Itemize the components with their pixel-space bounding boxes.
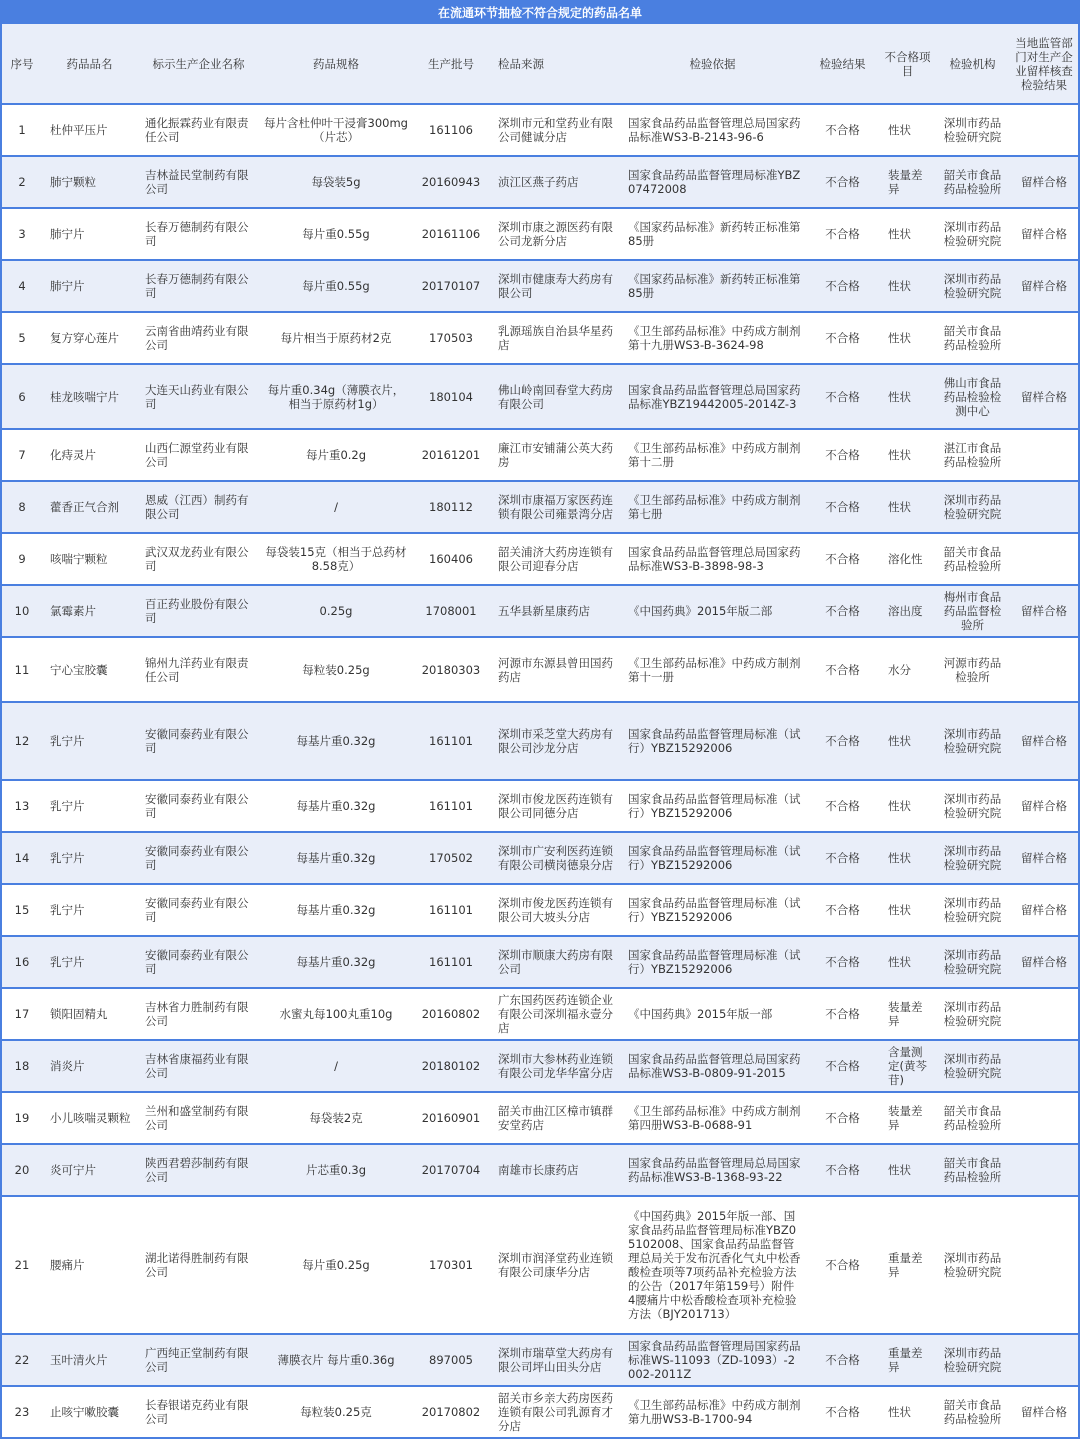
cell-failed-item: 性状	[888, 851, 911, 865]
cell-spec: 每基片重0.32g	[296, 903, 376, 917]
cell-manufacturer: 恩威（江西）制药有限公司	[145, 493, 249, 521]
cell-no: 3	[18, 227, 26, 241]
cell-batch: 170301	[429, 1258, 473, 1272]
cell-failed-item: 性状	[888, 331, 911, 345]
table-row	[2, 936, 1078, 988]
cell-drug-name: 玉叶清火片	[50, 1353, 108, 1367]
cell-result: 不合格	[825, 500, 860, 514]
cell-failed-item: 装量差异	[888, 1104, 923, 1132]
cell-failed-item: 性状	[888, 227, 911, 241]
cell-batch: 1708001	[425, 604, 477, 618]
cell-drug-name: 氯霉素片	[50, 604, 96, 618]
cell-spec: 每片重0.2g	[305, 448, 367, 462]
cell-lab: 深圳市药品检验研究院	[943, 116, 1002, 144]
cell-batch: 161101	[429, 734, 473, 748]
cell-basis: 国家食品药品监督管理局标准（试行）YBZ15292006	[628, 844, 801, 872]
cell-recheck: 留样合格	[1021, 851, 1067, 865]
cell-result: 不合格	[825, 331, 860, 345]
cell-no: 21	[14, 1258, 30, 1272]
cell-recheck: 留样合格	[1021, 903, 1067, 917]
drug-table	[2, 24, 1078, 1439]
cell-drug-name: 化痔灵片	[50, 448, 96, 462]
cell-failed-item: 性状	[888, 903, 911, 917]
table-row	[2, 208, 1078, 260]
cell-failed-item: 性状	[888, 799, 911, 813]
cell-drug-name: 乳宁片	[50, 734, 85, 748]
cell-recheck	[1010, 1334, 1078, 1386]
cell-spec: 水蜜丸每100丸重10g	[279, 1007, 393, 1021]
cell-source: 深圳市润泽堂药业连锁有限公司康华分店	[498, 1251, 613, 1279]
cell-result: 不合格	[825, 1353, 860, 1367]
cell-manufacturer: 安徽同泰药业有限公司	[145, 792, 249, 820]
table-row	[2, 312, 1078, 364]
cell-source: 深圳市大参林药业连锁有限公司龙华华富分店	[498, 1052, 613, 1080]
table-row	[2, 832, 1078, 884]
cell-result: 不合格	[825, 227, 860, 241]
table-row	[2, 1144, 1078, 1196]
cell-recheck: 留样合格	[1021, 734, 1067, 748]
cell-recheck: 留样合格	[1021, 227, 1067, 241]
cell-result: 不合格	[825, 389, 860, 404]
cell-recheck: 留样合格	[1021, 604, 1067, 618]
cell-manufacturer: 锦州九洋药业有限责任公司	[145, 655, 249, 684]
cell-manufacturer: 吉林益民堂制药有限公司	[145, 168, 249, 196]
cell-batch: 180104	[429, 389, 473, 404]
cell-basis: 国家食品药品监督管理局标准（试行）YBZ15292006	[628, 896, 801, 924]
cell-manufacturer: 长春万德制药有限公司	[145, 272, 249, 300]
cell-basis: 国家食品药品监督管理总局国家药品标准WS3-B-3898-98-3	[628, 545, 801, 573]
table-row	[2, 637, 1078, 702]
table-row	[2, 260, 1078, 312]
cell-drug-name: 肺宁片	[50, 227, 85, 241]
cell-no: 9	[18, 552, 26, 566]
cell-basis: 《中国药典》2015年版一部	[628, 1007, 773, 1021]
table-row	[2, 429, 1078, 481]
table-row	[2, 533, 1078, 585]
cell-basis: 《卫生部药品标准》中药成方制剂第四册WS3-B-0688-91	[628, 1104, 801, 1132]
table-row	[2, 156, 1078, 208]
cell-basis: 国家食品药品监督管理局标准（试行）YBZ15292006	[628, 727, 801, 755]
cell-no: 5	[18, 331, 26, 345]
cell-source: 深圳市采芝堂大药房有限公司沙龙分店	[498, 727, 613, 755]
cell-drug-name: 宁心宝胶囊	[50, 662, 108, 677]
cell-recheck	[1010, 1092, 1078, 1144]
cell-drug-name: 止咳宁嗽胶囊	[50, 1405, 119, 1419]
cell-source: 广东国药医药连锁企业有限公司深圳福永壹分店	[498, 993, 613, 1035]
cell-manufacturer: 吉林省康福药业有限公司	[145, 1052, 249, 1080]
cell-result: 不合格	[825, 1163, 860, 1177]
cell-failed-item: 水分	[888, 662, 911, 677]
cell-drug-name: 锁阳固精丸	[50, 1007, 108, 1021]
cell-batch: 897005	[429, 1353, 473, 1367]
cell-batch: 180112	[429, 500, 473, 514]
cell-lab: 佛山市食品药品检验检测中心	[943, 375, 1002, 418]
header-lab: 检验机构	[935, 24, 1010, 104]
cell-failed-item: 含量测定(黄芩苷)	[888, 1045, 927, 1087]
cell-batch: 161101	[429, 955, 473, 969]
cell-drug-name: 消炎片	[50, 1059, 85, 1073]
cell-source: 深圳市康福万家医药连锁有限公司雍景湾分店	[498, 493, 613, 521]
cell-basis: 《卫生部药品标准》中药成方制剂第七册	[628, 493, 801, 521]
cell-basis: 《卫生部药品标准》中药成方制剂第十九册WS3-B-3624-98	[628, 324, 801, 352]
cell-no: 14	[14, 851, 30, 865]
cell-no: 23	[14, 1405, 30, 1419]
table-row	[2, 585, 1078, 637]
cell-recheck: 留样合格	[1021, 799, 1067, 813]
cell-source: 深圳市广安利医药连锁有限公司横岗德泉分店	[498, 844, 613, 872]
cell-source: 深圳市元和堂药业有限公司健诚分店	[498, 116, 613, 144]
cell-source: 浈江区燕子药店	[498, 175, 579, 189]
cell-drug-name: 肺宁颗粒	[50, 175, 96, 189]
cell-lab: 深圳市药品检验研究院	[943, 493, 1002, 521]
cell-batch: 20161106	[421, 227, 481, 241]
cell-result: 不合格	[825, 1405, 860, 1419]
cell-manufacturer: 云南省曲靖药业有限公司	[145, 324, 249, 352]
cell-spec: 每粒装0.25g	[302, 662, 370, 677]
cell-spec: 每片重0.55g	[302, 227, 370, 241]
cell-lab: 深圳市药品检验研究院	[943, 844, 1002, 872]
cell-failed-item: 性状	[888, 1405, 911, 1419]
cell-result: 不合格	[825, 734, 860, 748]
cell-source: 深圳市康之源医药有限公司龙新分店	[498, 220, 613, 248]
cell-batch: 20180303	[421, 662, 481, 677]
cell-recheck	[1010, 988, 1078, 1040]
cell-lab: 深圳市药品检验研究院	[943, 727, 1002, 755]
cell-batch: 160406	[429, 552, 473, 566]
cell-lab: 深圳市药品检验研究院	[943, 1251, 1002, 1279]
cell-no: 10	[14, 604, 30, 618]
cell-lab: 韶关市食品药品检验所	[943, 324, 1002, 352]
cell-basis: 《中国药典》2015年版二部	[628, 604, 773, 618]
cell-manufacturer: 长春万德制药有限公司	[145, 220, 249, 248]
cell-failed-item: 性状	[888, 389, 911, 404]
cell-failed-item: 重量差异	[888, 1251, 923, 1279]
cell-manufacturer: 吉林省力胜制药有限公司	[145, 1000, 249, 1028]
cell-failed-item: 性状	[888, 955, 911, 969]
header-recheck: 当地监管部门对生产企业留样核查检验结果	[1010, 24, 1078, 104]
cell-recheck	[1010, 481, 1078, 533]
cell-manufacturer: 安徽同泰药业有限公司	[145, 896, 249, 924]
cell-result: 不合格	[825, 851, 860, 865]
cell-drug-name: 炎可宁片	[50, 1163, 96, 1177]
cell-recheck	[1010, 104, 1078, 156]
cell-batch: 20161201	[421, 448, 481, 462]
cell-recheck	[1010, 533, 1078, 585]
cell-drug-name: 肺宁片	[50, 279, 85, 293]
cell-manufacturer: 山西仁源堂药业有限公司	[145, 441, 249, 469]
cell-recheck: 留样合格	[1021, 389, 1067, 404]
cell-no: 19	[14, 1111, 30, 1125]
cell-manufacturer: 武汉双龙药业有限公司	[145, 545, 249, 573]
cell-lab: 河源市药品检验所	[943, 655, 1002, 684]
cell-batch: 161101	[429, 799, 473, 813]
cell-result: 不合格	[825, 1007, 860, 1021]
header-batch: 生产批号	[412, 24, 490, 104]
cell-lab: 梅州市食品药品监督检验所	[943, 590, 1002, 632]
cell-result: 不合格	[825, 903, 860, 917]
cell-recheck: 留样合格	[1021, 279, 1067, 293]
cell-batch: 20160943	[421, 175, 481, 189]
header-basis: 检验依据	[620, 24, 805, 104]
cell-recheck: 留样合格	[1021, 175, 1067, 189]
header-failed-item: 不合格项目	[880, 24, 935, 104]
cell-result: 不合格	[825, 123, 860, 137]
cell-lab: 韶关市食品药品检验所	[943, 545, 1002, 573]
cell-result: 不合格	[825, 448, 860, 462]
cell-no: 15	[14, 903, 30, 917]
cell-lab: 韶关市食品药品检验所	[943, 1104, 1002, 1132]
cell-source: 深圳市俊龙医药连锁有限公司同德分店	[498, 792, 613, 820]
cell-drug-name: 复方穿心莲片	[50, 331, 119, 345]
cell-manufacturer: 安徽同泰药业有限公司	[145, 844, 249, 872]
cell-recheck	[1010, 1040, 1078, 1092]
cell-no: 4	[18, 279, 26, 293]
cell-basis: 国家食品药品监督管理总局国家药品标准WS3-B-0809-91-2015	[628, 1052, 801, 1080]
cell-failed-item: 装量差异	[888, 1000, 923, 1028]
cell-lab: 深圳市药品检验研究院	[943, 1000, 1002, 1028]
cell-spec: 每基片重0.32g	[296, 734, 376, 748]
cell-recheck	[1010, 1196, 1078, 1334]
cell-no: 18	[14, 1059, 30, 1073]
cell-source: 深圳市顺康大药房有限公司	[498, 948, 613, 976]
table-row	[2, 988, 1078, 1040]
cell-spec: 片芯重0.3g	[305, 1163, 367, 1177]
cell-manufacturer: 大连天山药业有限公司	[145, 382, 249, 411]
cell-no: 12	[14, 734, 30, 748]
header-result: 检验结果	[805, 24, 880, 104]
cell-lab: 韶关市食品药品检验所	[943, 1398, 1002, 1426]
table-header-row	[2, 24, 1078, 104]
table-row	[2, 1196, 1078, 1334]
cell-spec: 每袋装15克（相当于总药材8.58克）	[265, 545, 407, 573]
table-body	[2, 104, 1078, 1438]
cell-lab: 深圳市药品检验研究院	[943, 792, 1002, 820]
table-row	[2, 702, 1078, 780]
cell-lab: 深圳市药品检验研究院	[943, 896, 1002, 924]
cell-basis: 《卫生部药品标准》中药成方制剂第十二册	[628, 441, 801, 469]
cell-source: 韶关市乡亲大药房医药连锁有限公司乳源育才分店	[498, 1391, 613, 1433]
cell-spec: 每片重0.25g	[302, 1258, 370, 1272]
cell-spec: 每片重0.55g	[302, 279, 370, 293]
cell-result: 不合格	[825, 604, 860, 618]
cell-drug-name: 乳宁片	[50, 903, 85, 917]
cell-source: 五华县新星康药店	[498, 604, 590, 618]
cell-result: 不合格	[825, 955, 860, 969]
cell-basis: 《卫生部药品标准》中药成方制剂第九册WS3-B-1700-94	[628, 1398, 801, 1426]
cell-batch: 170502	[429, 851, 473, 865]
cell-manufacturer: 长春银诺克药业有限公司	[145, 1398, 249, 1426]
cell-batch: 20170107	[421, 279, 481, 293]
cell-recheck	[1010, 429, 1078, 481]
table-row	[2, 1040, 1078, 1092]
cell-drug-name: 乳宁片	[50, 799, 85, 813]
cell-lab: 深圳市药品检验研究院	[943, 948, 1002, 976]
cell-source: 深圳市俊龙医药连锁有限公司大坡头分店	[498, 896, 613, 924]
cell-result: 不合格	[825, 1111, 860, 1125]
table-row	[2, 1386, 1078, 1438]
cell-drug-name: 乳宁片	[50, 851, 85, 865]
cell-spec: /	[334, 1059, 338, 1073]
cell-source: 韶关市曲江区樟市镇群安堂药店	[498, 1104, 613, 1132]
cell-lab: 湛江市食品药品检验所	[943, 441, 1002, 469]
cell-failed-item: 性状	[888, 448, 911, 462]
cell-failed-item: 性状	[888, 1163, 911, 1177]
cell-spec: 薄膜衣片 每片重0.36g	[277, 1353, 395, 1367]
cell-drug-name: 咳喘宁颗粒	[50, 552, 108, 566]
cell-basis: 国家食品药品监督管理局标准YBZ07472008	[628, 168, 801, 196]
cell-failed-item: 性状	[888, 279, 911, 293]
cell-spec: 每片含杜仲叶干浸膏300mg（片芯）	[264, 116, 408, 144]
cell-no: 6	[18, 389, 26, 404]
cell-no: 22	[14, 1353, 30, 1367]
cell-recheck: 留样合格	[1021, 955, 1067, 969]
cell-result: 不合格	[825, 175, 860, 189]
cell-batch: 161101	[429, 903, 473, 917]
table-row	[2, 104, 1078, 156]
cell-drug-name: 杜仲平压片	[50, 123, 108, 137]
cell-recheck: 留样合格	[1021, 1405, 1067, 1419]
cell-basis: 国家食品药品监督管理总局国家药品标准YBZ19442005-2014Z-3	[628, 382, 801, 411]
cell-no: 2	[18, 175, 26, 189]
cell-source: 乳源瑶族自治县华星药店	[498, 324, 613, 352]
cell-spec: 每基片重0.32g	[296, 851, 376, 865]
cell-basis: 国家食品药品监督管理局标准（试行）YBZ15292006	[628, 948, 801, 976]
cell-lab: 深圳市药品检验研究院	[943, 1052, 1002, 1080]
cell-batch: 20170802	[421, 1405, 481, 1419]
cell-recheck	[1010, 637, 1078, 702]
cell-failed-item: 性状	[888, 500, 911, 514]
cell-batch: 170503	[429, 331, 473, 345]
cell-recheck	[1010, 312, 1078, 364]
cell-basis: 《国家药品标准》新药转正标准第85册	[628, 220, 801, 248]
cell-lab: 深圳市药品检验研究院	[943, 272, 1002, 300]
cell-no: 16	[14, 955, 30, 969]
cell-spec: 每基片重0.32g	[296, 955, 376, 969]
cell-result: 不合格	[825, 1059, 860, 1073]
table-row	[2, 481, 1078, 533]
cell-basis: 国家食品药品监督管理局标准（试行）YBZ15292006	[628, 792, 801, 820]
cell-source: 河源市东源县曾田国药药店	[498, 655, 613, 684]
cell-manufacturer: 安徽同泰药业有限公司	[145, 727, 249, 755]
cell-lab: 韶关市食品药品检验所	[943, 1156, 1002, 1184]
cell-spec: /	[334, 500, 338, 514]
cell-no: 11	[14, 662, 30, 677]
cell-manufacturer: 安徽同泰药业有限公司	[145, 948, 249, 976]
cell-source: 韶关浦济大药房连锁有限公司迎春分店	[498, 545, 613, 573]
cell-lab: 韶关市食品药品检验所	[943, 168, 1002, 196]
cell-drug-name: 腰痛片	[50, 1258, 85, 1272]
cell-basis: 国家食品药品监督管理局国家药品标准WS-11093（ZD-1093）-2002-2011Z	[628, 1339, 801, 1381]
cell-failed-item: 装量差异	[888, 168, 923, 196]
table-row	[2, 1334, 1078, 1386]
cell-batch: 20160802	[421, 1007, 481, 1021]
cell-drug-name: 藿香正气合剂	[50, 500, 119, 514]
cell-failed-item: 性状	[888, 734, 911, 748]
cell-batch: 20170704	[421, 1163, 481, 1177]
cell-batch: 20180102	[421, 1059, 481, 1073]
table-row	[2, 884, 1078, 936]
cell-manufacturer: 陕西君碧莎制药有限公司	[145, 1156, 249, 1184]
cell-failed-item: 重量差异	[888, 1346, 923, 1374]
cell-spec: 每袋装2克	[309, 1111, 363, 1125]
table-row	[2, 780, 1078, 832]
cell-basis: 《国家药品标准》新药转正标准第85册	[628, 272, 801, 300]
cell-failed-item: 溶出度	[888, 604, 923, 618]
cell-drug-name: 桂龙咳喘宁片	[50, 389, 119, 404]
cell-recheck	[1010, 1144, 1078, 1196]
cell-result: 不合格	[825, 552, 860, 566]
cell-no: 20	[14, 1163, 30, 1177]
cell-basis: 《中国药典》2015年版一部、国家食品药品监督管理局标准YBZ05102008、国家食品药品监督管理总局关于发布沉香化气丸中松香酸检查项等7项药品补充检验方法的公告（2017年第159号）附件4腰痛片中松香酸检查项补充检验方法（BJY201713）	[628, 1209, 801, 1321]
cell-result: 不合格	[825, 279, 860, 293]
cell-drug-name: 小儿咳喘灵颗粒	[50, 1111, 131, 1125]
cell-manufacturer: 广西纯正堂制药有限公司	[145, 1346, 249, 1374]
header-manufacturer: 标示生产企业名称	[137, 24, 260, 104]
cell-manufacturer: 兰州和盛堂制药有限公司	[145, 1104, 249, 1132]
cell-manufacturer: 通化振霖药业有限责任公司	[145, 116, 249, 144]
cell-batch: 20160901	[421, 1111, 481, 1125]
cell-no: 13	[14, 799, 30, 813]
header-source: 检品来源	[490, 24, 620, 104]
cell-spec: 0.25g	[319, 604, 353, 618]
cell-spec: 每粒装0.25克	[300, 1405, 372, 1419]
header-no: 序号	[2, 24, 42, 104]
cell-no: 7	[18, 448, 26, 462]
cell-basis: 国家食品药品监督管理局总局国家药品标准WS3-B-1368-93-22	[628, 1156, 801, 1184]
header-spec: 药品规格	[260, 24, 412, 104]
cell-manufacturer: 湖北诺得胜制药有限公司	[145, 1251, 249, 1279]
cell-result: 不合格	[825, 1258, 860, 1272]
cell-source: 廉江市安铺蒲公英大药房	[498, 441, 613, 469]
cell-source: 佛山岭南回春堂大药房有限公司	[498, 382, 613, 411]
cell-spec: 每片重0.34g（薄膜衣片，相当于原药材1g）	[267, 382, 405, 411]
cell-basis: 《卫生部药品标准》中药成方制剂第十一册	[628, 655, 801, 684]
cell-no: 17	[14, 1007, 30, 1021]
cell-no: 8	[18, 500, 26, 514]
table-title: 在流通环节抽检不符合规定的药品名单	[0, 0, 1080, 24]
cell-basis: 国家食品药品监督管理总局国家药品标准WS3-B-2143-96-6	[628, 116, 801, 144]
cell-manufacturer: 百正药业股份有限公司	[145, 597, 249, 625]
table-row	[2, 364, 1078, 429]
cell-failed-item: 溶化性	[888, 552, 923, 566]
cell-lab: 深圳市药品检验研究院	[943, 220, 1002, 248]
cell-spec: 每基片重0.32g	[296, 799, 376, 813]
cell-source: 南雄市长康药店	[498, 1163, 579, 1177]
cell-result: 不合格	[825, 662, 860, 677]
cell-no: 1	[18, 123, 26, 137]
cell-failed-item: 性状	[888, 123, 911, 137]
cell-result: 不合格	[825, 799, 860, 813]
cell-batch: 161106	[429, 123, 473, 137]
header-drug-name: 药品品名	[42, 24, 137, 104]
cell-source: 深圳市健康寿大药房有限公司	[498, 272, 613, 300]
cell-drug-name: 乳宁片	[50, 955, 85, 969]
cell-lab: 深圳市药品检验研究院	[943, 1346, 1002, 1374]
cell-source: 深圳市瑞草堂大药房有限公司坪山田头分店	[498, 1346, 613, 1374]
table-row	[2, 1092, 1078, 1144]
cell-spec: 每袋装5g	[311, 175, 361, 189]
cell-spec: 每片相当于原药材2克	[280, 331, 392, 345]
